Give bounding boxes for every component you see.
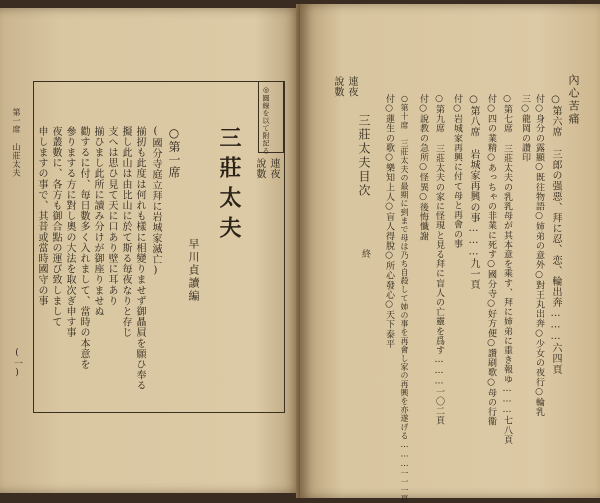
toc-entry: 付○岩城家再興に付て母と再會の事 [452, 94, 462, 249]
toc-entry: ○第八席 岩城家再興の事………九一頁 [468, 94, 479, 290]
toc-footer-title: 三莊太夫目次 [357, 114, 371, 198]
body-line: 揃扨も此度は何れも樣に相變りませず御贔屓を願ひ奉る [134, 126, 145, 391]
toc-entry: ○第九席 三莊太夫の家に怪現と見る拜に盲人の亡靈を爲す………一〇二頁 [434, 94, 444, 426]
body-line: 參りまする方に對し奧の大法を取次ぎ申す事 [64, 126, 75, 338]
toc-header: 內心苦痛 [567, 74, 580, 126]
side-note: ◎圓線を以て附記る [262, 86, 270, 155]
toc-entry: ○第十席 三莊太夫の最期に到まで母は乃ち自殺して姉の事を再會し家の再興を亦遂げる………一一一頁 [400, 94, 409, 503]
body-line: 支へは思ひ見て天に口あり壁に耳あり [106, 126, 117, 307]
book-title: 三莊太夫 [216, 126, 242, 246]
toc-entry: 付○蓮生の歌○樂知上人○盲人得脫○所心發心○天下泰平 [384, 94, 394, 349]
left-page [0, 8, 300, 493]
series-label-1: 連夜 [268, 158, 279, 179]
toc-entry: 付○說教の急所○怪異○後悔懺謝 [418, 94, 428, 241]
toc-entry: ○第七席 三莊太夫の乳乳母が其本意を乘す、拜に姉弟に重き報ゆ………七八頁 [502, 94, 512, 445]
footer-series-2: 說數 [332, 76, 343, 97]
series-label-2: 說數 [254, 158, 265, 179]
toc-entry: 付○身分の露顯○既往物語○姉弟の意外○對王丸出奔○少女の夜行○輪乳 [534, 94, 544, 417]
toc-entry: 付○四の業精○あっちゃの非業に死す○國分寺○好方便○讚刷歌○母の行衞 [486, 94, 496, 427]
footer-series-1: 連夜 [346, 76, 357, 97]
toc-footer-end: 終 [360, 249, 370, 259]
toc-entry: ○第六席 三郎の强惡、拜に忍、恋、輪出奔………六四頁 [550, 94, 561, 375]
body-line: 勸するに付、毎日數多く入れまして、當時の本意を [78, 126, 89, 370]
author-credit: 早川貞讀編 [187, 238, 200, 303]
body-line: ○第一席 [167, 126, 181, 179]
body-line: (國分寺庭立拜に岩城家滅亡) [150, 126, 161, 277]
page-number: (一) [12, 348, 22, 379]
body-line: 揃ひまし此所に讀み分けが御座りませぬ [92, 126, 103, 317]
body-line: 夜叢數に、各方も御合點の運び致しまして [50, 126, 61, 328]
right-page [300, 4, 600, 503]
body-line: 擬し此山は由比山に於て斯る毎夜なりと存じ [120, 126, 131, 338]
margin-header: 第一席 山莊太夫 [12, 108, 21, 177]
toc-entry: 三○龍岡の讚印 [520, 94, 530, 163]
body-line: 申しますの事で、其昔或當時國守の事 [36, 126, 47, 307]
